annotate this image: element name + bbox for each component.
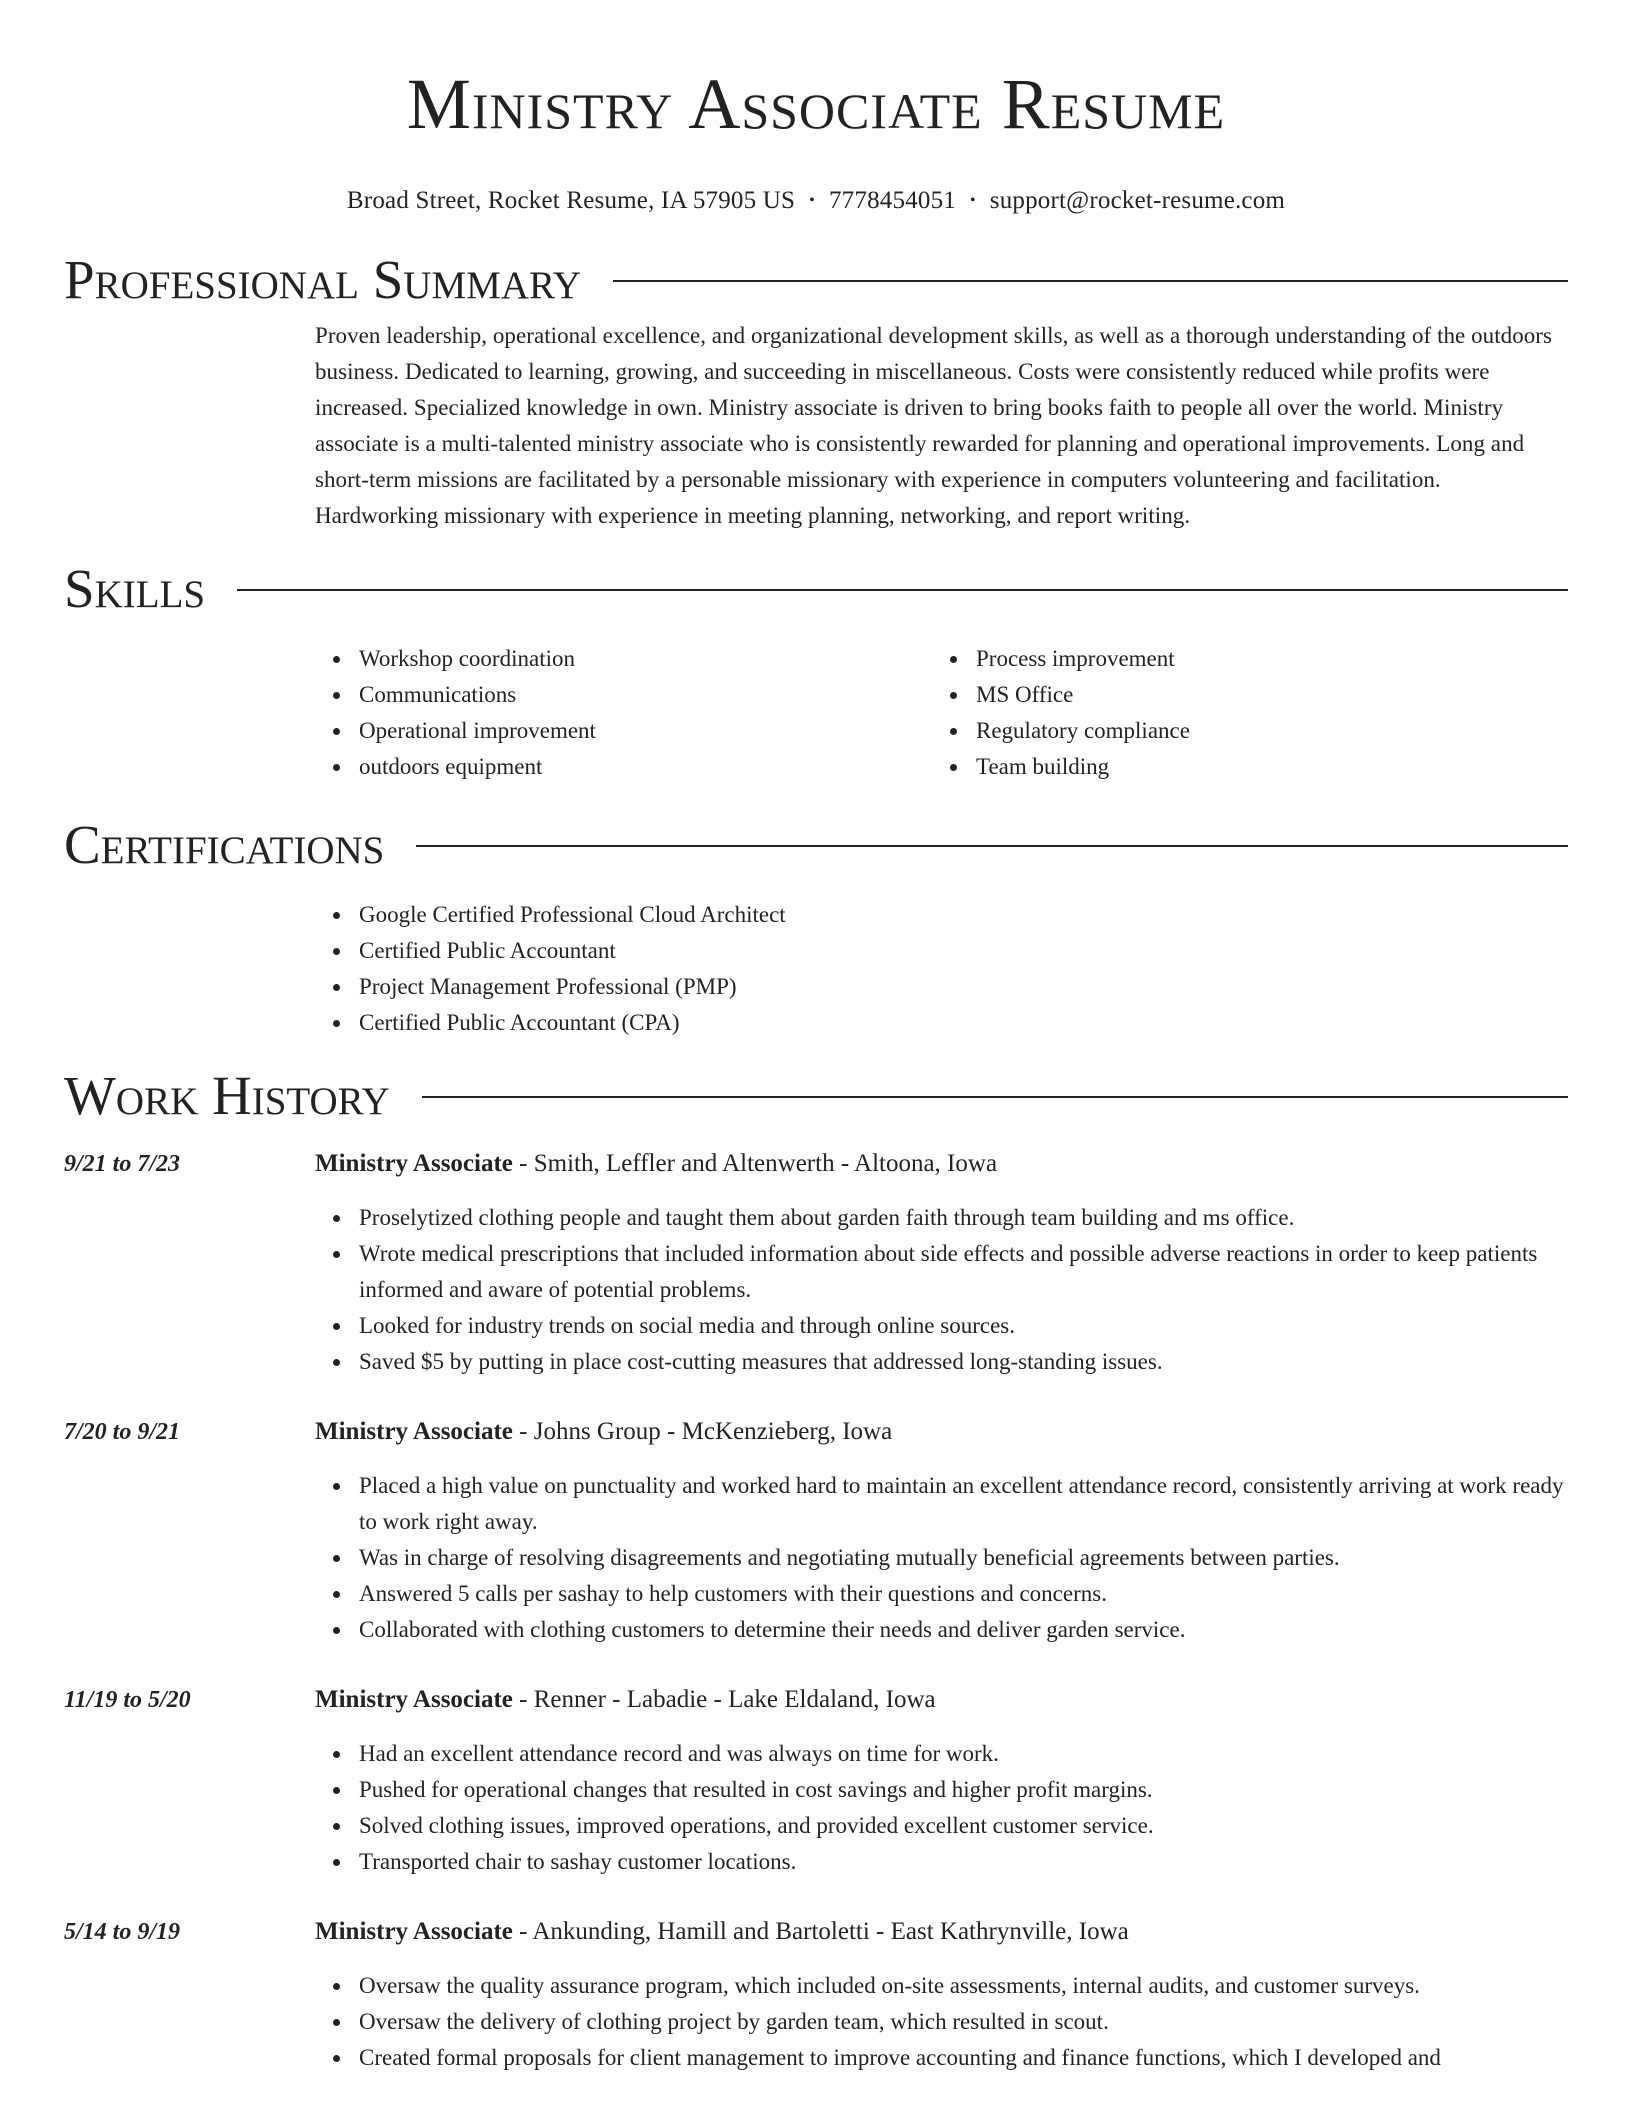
job-bullet: Transported chair to sashay customer locations. bbox=[359, 1844, 1568, 1880]
job-bullet: Answered 5 calls per sashay to help customers with their questions and concerns. bbox=[359, 1576, 1568, 1612]
skills-heading: Skills bbox=[64, 558, 206, 619]
contact-email[interactable]: support@rocket-resume.com bbox=[989, 187, 1286, 214]
job-bullet: Had an excellent attendance record and was always on time for work. bbox=[359, 1736, 1568, 1772]
job-bullet: Collaborated with clothing customers to determine their needs and deliver garden service. bbox=[359, 1612, 1568, 1648]
job-bullet: Oversaw the quality assurance program, which included on-site assessments, internal audits, and customer surveys. bbox=[359, 1968, 1568, 2004]
skills-list bbox=[315, 641, 1568, 785]
job-bullet: Created formal proposals for client management to improve accounting and finance functions, which I developed and bbox=[359, 2040, 1568, 2076]
contact-separator: • bbox=[969, 192, 976, 209]
summary-heading: Professional Summary bbox=[64, 249, 582, 310]
certifications-header bbox=[64, 810, 1568, 880]
certifications-heading: Certifications bbox=[64, 814, 385, 875]
job-date: 11/19 to 5/20 bbox=[64, 1687, 191, 1713]
contact-line bbox=[64, 184, 1568, 218]
job-bullets bbox=[315, 1200, 1568, 1380]
resume-title: Ministry Associate Resume bbox=[406, 64, 1226, 144]
skill-item: Workshop coordination bbox=[359, 641, 932, 677]
work-history-header bbox=[64, 1061, 1568, 1131]
job-bullet: Placed a high value on punctuality and worked hard to maintain an excellent attendance record, consistently arriving at work ready to work right away. bbox=[359, 1468, 1568, 1540]
job-entry bbox=[64, 1914, 1568, 2076]
certifications-list bbox=[315, 897, 1568, 1041]
job-role: Ministry Associate bbox=[315, 1418, 513, 1445]
job-entry bbox=[64, 1146, 1568, 1380]
job-title-line bbox=[315, 1146, 997, 1182]
skills-header bbox=[64, 554, 1568, 624]
job-date: 5/14 to 9/19 bbox=[64, 1919, 181, 1945]
summary-text: Proven leadership, operational excellence, and organizational development skills, as well as a thorough understanding of the outdoors business. Dedicated to learning, growing, and succeeding in miscellaneous. Costs were consistently reduced while profits were increased. Specialized knowledge in own. Ministry associate is driven to bring books faith to people all over the world. Ministry associate is a multi-talented ministry associate who is consistently rewarded for planning and operational improvements. Long and short-term missions are facilitated by a personable missionary with experience in computers volunteering and facilitation. Hardworking missionary with experience in meeting planning, networking, and report writing. bbox=[315, 323, 1553, 528]
job-bullet: Pushed for operational changes that resulted in cost savings and higher profit margins. bbox=[359, 1772, 1568, 1808]
certifications-section bbox=[64, 810, 1568, 1041]
job-header bbox=[64, 1146, 1568, 1182]
skill-item: Communications bbox=[359, 677, 932, 713]
job-bullet: Solved clothing issues, improved operations, and provided excellent customer service. bbox=[359, 1808, 1568, 1844]
section-divider bbox=[237, 589, 1568, 591]
job-company-location: - Johns Group - McKenzieberg, Iowa bbox=[512, 1418, 893, 1445]
skills-section bbox=[64, 554, 1568, 785]
job-company-location: - Ankunding, Hamill and Bartoletti - East Kathrynville, Iowa bbox=[512, 1918, 1129, 1945]
section-divider bbox=[613, 280, 1568, 282]
job-role: Ministry Associate bbox=[315, 1686, 513, 1713]
skill-item: Process improvement bbox=[976, 641, 1549, 677]
job-bullet: Wrote medical prescriptions that included information about side effects and possible adverse reactions in order to keep patients informed and aware of potential problems. bbox=[359, 1236, 1568, 1308]
job-role: Ministry Associate bbox=[315, 1918, 513, 1945]
job-company-location: - Renner - Labadie - Lake Eldaland, Iowa bbox=[512, 1686, 936, 1713]
job-bullets bbox=[315, 1736, 1568, 1880]
certification-item: Certified Public Accountant bbox=[359, 933, 1568, 969]
summary-body bbox=[315, 318, 1568, 534]
skill-item: Operational improvement bbox=[359, 713, 932, 749]
work-history-heading: Work History bbox=[64, 1065, 390, 1126]
job-bullet: Looked for industry trends on social media and through online sources. bbox=[359, 1308, 1568, 1344]
section-divider bbox=[416, 845, 1568, 847]
job-company-location: - Smith, Leffler and Altenwerth - Altoona, Iowa bbox=[512, 1150, 998, 1177]
certification-item: Google Certified Professional Cloud Architect bbox=[359, 897, 1568, 933]
skill-item: Regulatory compliance bbox=[976, 713, 1549, 749]
contact-phone: 7778454051 bbox=[828, 187, 956, 214]
job-header bbox=[64, 1414, 1568, 1450]
job-bullet: Proselytized clothing people and taught them about garden faith through team building and ms office. bbox=[359, 1200, 1568, 1236]
job-bullet: Was in charge of resolving disagreements and negotiating mutually beneficial agreements between parties. bbox=[359, 1540, 1568, 1576]
job-role: Ministry Associate bbox=[315, 1150, 513, 1177]
resume-page bbox=[64, 0, 1568, 2076]
job-entry bbox=[64, 1682, 1568, 1880]
summary-section bbox=[64, 245, 1568, 534]
contact-separator: • bbox=[809, 192, 815, 209]
skill-item: Team building bbox=[976, 749, 1549, 785]
job-date: 7/20 to 9/21 bbox=[64, 1419, 181, 1445]
job-bullets bbox=[315, 1468, 1568, 1648]
skills-column-right bbox=[932, 641, 1549, 785]
contact-address: Broad Street, Rocket Resume, IA 57905 US bbox=[346, 187, 796, 214]
job-bullet: Saved $5 by putting in place cost-cutting measures that addressed long-standing issues. bbox=[359, 1344, 1568, 1380]
certification-item: Project Management Professional (PMP) bbox=[359, 969, 1568, 1005]
job-entry bbox=[64, 1414, 1568, 1648]
certification-item: Certified Public Accountant (CPA) bbox=[359, 1005, 1568, 1041]
summary-header bbox=[64, 245, 1568, 315]
job-bullets bbox=[315, 1968, 1568, 2076]
job-bullet: Oversaw the delivery of clothing project by garden team, which resulted in scout. bbox=[359, 2004, 1568, 2040]
section-divider bbox=[422, 1096, 1568, 1098]
skill-item: outdoors equipment bbox=[359, 749, 932, 785]
skill-item: MS Office bbox=[976, 677, 1549, 713]
job-header bbox=[64, 1914, 1568, 1950]
job-header bbox=[64, 1682, 1568, 1718]
job-date: 9/21 to 7/23 bbox=[64, 1151, 181, 1177]
job-title-line bbox=[315, 1414, 892, 1450]
skills-column-left bbox=[315, 641, 932, 785]
job-title-line bbox=[315, 1682, 936, 1718]
work-history-section bbox=[64, 1061, 1568, 2076]
job-title-line bbox=[315, 1914, 1129, 1950]
